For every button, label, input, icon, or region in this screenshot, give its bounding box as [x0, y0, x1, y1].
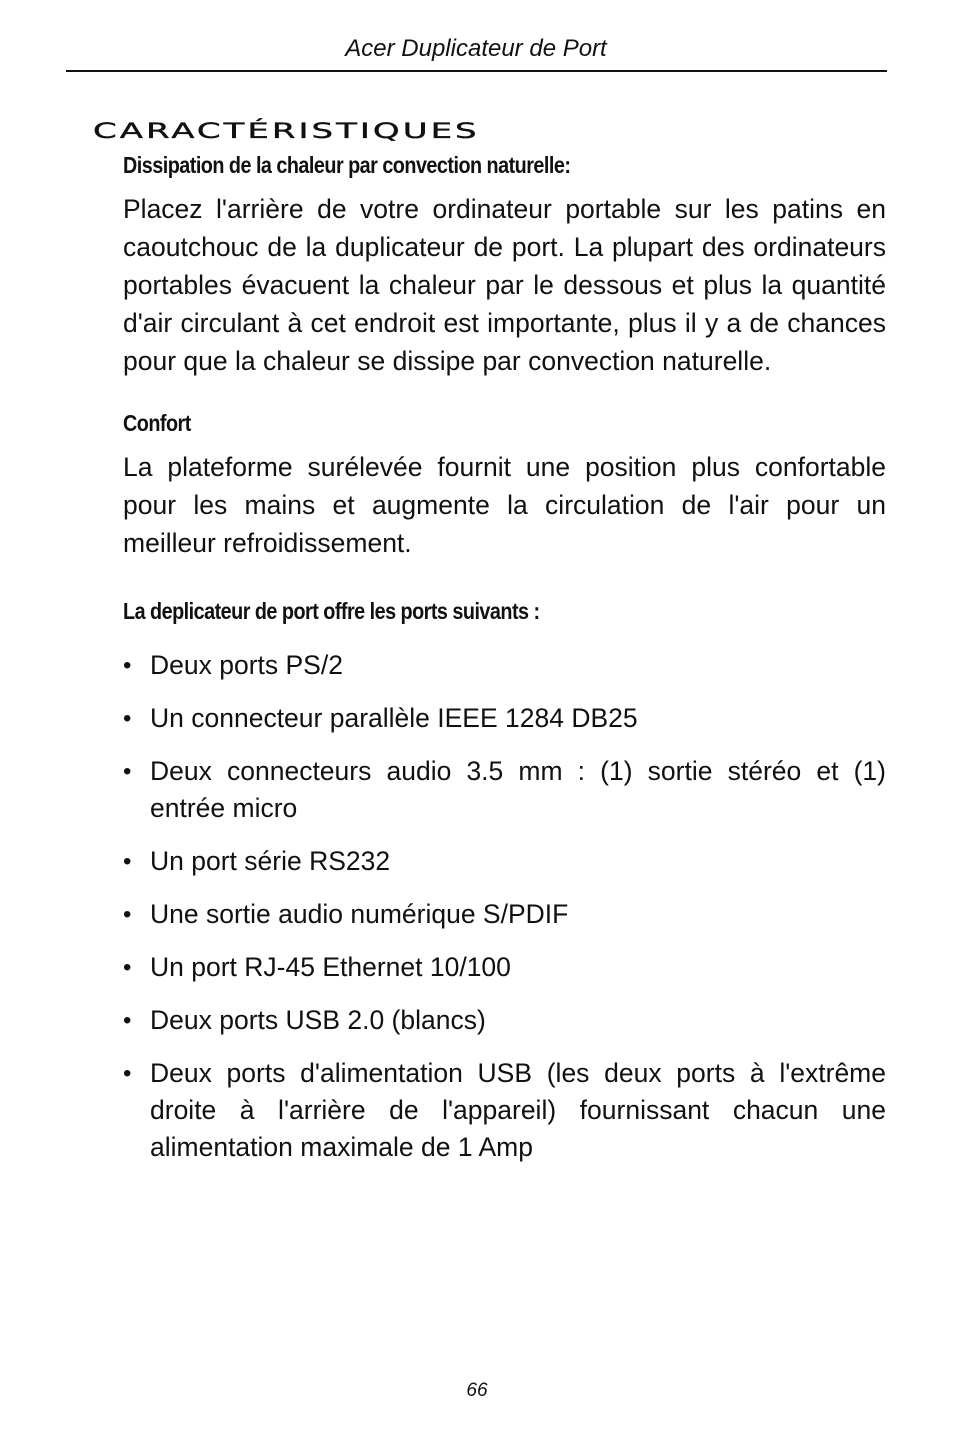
list-item-text: Deux ports d'alimentation USB (les deux ports à l'extrême droite à l'arrière de l'appareil) fournissant chacun une alimentation maximale de 1 Amp [150, 1058, 886, 1162]
list-item [123, 843, 886, 880]
list-item [123, 647, 886, 684]
bullet-icon: • [123, 901, 132, 928]
list-item [123, 753, 886, 827]
list-item-text: Deux connecteurs audio 3.5 mm : (1) sortie stéréo et (1) entrée micro [150, 756, 886, 823]
page-content [123, 144, 886, 1182]
bullet-icon: • [123, 1007, 132, 1034]
bullet-icon: • [123, 1060, 132, 1087]
bullet-icon: • [123, 652, 132, 679]
section-heading-dissipation: Dissipation de la chaleur par convection naturelle: [123, 152, 571, 178]
list-item-text: Deux ports USB 2.0 (blancs) [150, 1005, 486, 1035]
list-item [123, 949, 886, 986]
list-item-text: Deux ports PS/2 [150, 650, 343, 680]
list-item-text: Une sortie audio numérique S/PDIF [150, 899, 569, 929]
section-heading-confort: Confort [123, 410, 191, 436]
section-body-dissipation: Placez l'arrière de votre ordinateur portable sur les patins en caoutchouc de la duplicateur de port. La plupart des ordinateurs portables évacuent la chaleur par le dessous et plus la quantité d'air circulant à cet endroit est importante, plus il y a de chances pour que la chaleur se dissipe par convection naturelle. [123, 194, 886, 376]
list-item-text: Un port série RS232 [150, 846, 391, 876]
list-item-text: Un connecteur parallèle IEEE 1284 DB25 [150, 703, 638, 733]
ports-list [123, 647, 886, 1166]
list-item [123, 700, 886, 737]
list-item [123, 1002, 886, 1039]
header-divider [66, 70, 887, 72]
list-item [123, 1055, 886, 1166]
section-heading-ports: La deplicateur de port offre les ports suivants : [123, 598, 540, 624]
list-item-text: Un port RJ-45 Ethernet 10/100 [150, 952, 511, 982]
section-body-confort: La plateforme surélevée fournit une position plus confortable pour les mains et augmente la circulation de l'air pour un meilleur refroidissement. [123, 452, 886, 558]
running-header: Acer Duplicateur de Port [345, 35, 607, 62]
bullet-icon: • [123, 705, 132, 732]
list-item [123, 896, 886, 933]
bullet-icon: • [123, 954, 132, 981]
page-number: 66 [466, 1380, 488, 1401]
bullet-icon: • [123, 848, 132, 875]
page-title: CARACTÉRISTIQUES [93, 118, 480, 144]
bullet-icon: • [123, 758, 132, 785]
